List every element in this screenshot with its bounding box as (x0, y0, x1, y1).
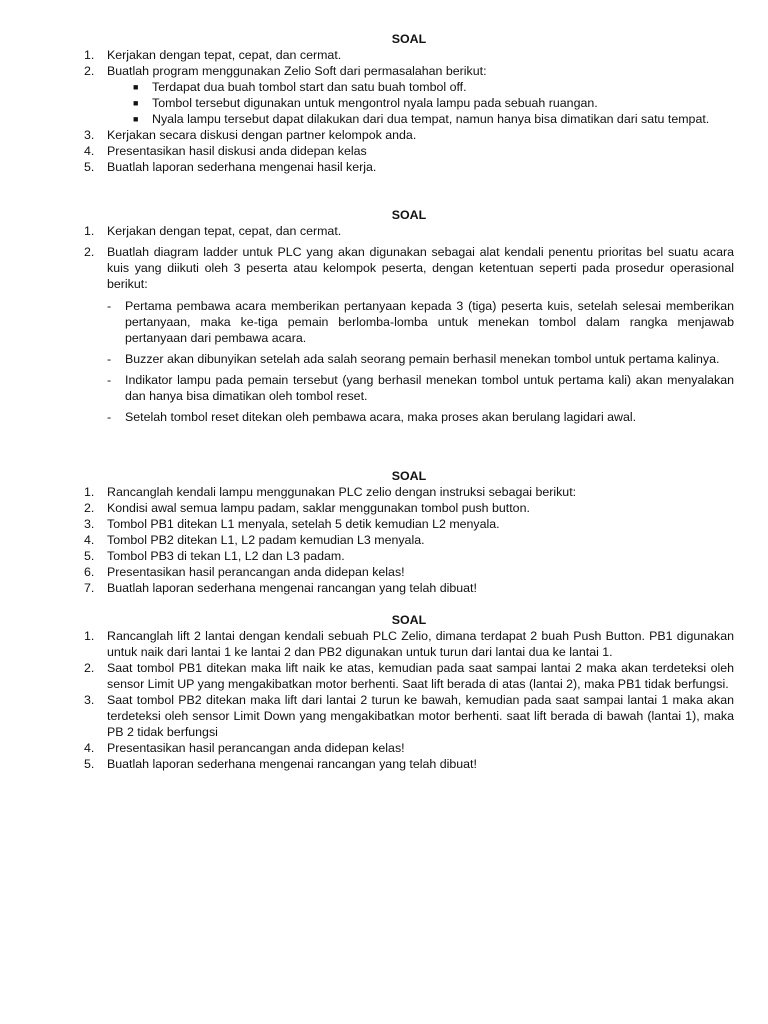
list-item: 6. Presentasikan hasil perancangan anda didepan kelas! (84, 565, 405, 579)
section-title: SOAL (391, 613, 427, 627)
dash-item: - Pertama pembawa acara memberikan pertanyaan kepada 3 (tiga) peserta kuis, setelah selesai memberikan pertanyaan, maka ke-tiga pemain berlomba-lomba untuk menekan tombol dalam rangka menjawab pertanyaan dari pembawa acara. (107, 299, 734, 345)
list-item: 4. Tombol PB2 ditekan L1, L2 padam kemudian L3 menyala. (84, 533, 425, 547)
list-item: 3. Tombol PB1 ditekan L1 menyala, setelah 5 detik kemudian L2 menyala. (84, 517, 500, 531)
list-item: 5. Buatlah laporan sederhana mengenai hasil kerja. (84, 160, 377, 174)
soal-section-2 (84, 207, 734, 425)
soal-section-1 (84, 31, 734, 175)
list-item: 7. Buatlah laporan sederhana mengenai rancangan yang telah dibuat! (84, 581, 477, 595)
section-title: SOAL (391, 32, 427, 46)
list-item: 2. Kondisi awal semua lampu padam, saklar menggunakan tombol push button. (84, 501, 530, 515)
list-item: 4. Presentasikan hasil diskusi anda didepan kelas (84, 144, 367, 158)
dash-item: - Setelah tombol reset ditekan oleh pembawa acara, maka proses akan berulang lagidari awal. (107, 410, 637, 424)
list-item: 2. Buatlah program menggunakan Zelio Soft dari permasalahan berikut: (84, 64, 487, 78)
bullet-item: ■ Terdapat dua buah tombol start dan satu buah tombol off. (133, 80, 467, 94)
list-item: 4. Presentasikan hasil perancangan anda didepan kelas! (84, 741, 405, 755)
list-item: 1. Kerjakan dengan tepat, cepat, dan cermat. (84, 48, 342, 62)
dash-item: - Indikator lampu pada pemain tersebut (yang berhasil menekan tombol untuk pertama kali) akan menyalakan dan hanya bisa dimatikan oleh tombol reset. (107, 373, 734, 403)
section-title: SOAL (391, 469, 427, 483)
list-item: 3. Saat tombol PB2 ditekan maka lift dari lantai 2 turun ke bawah, kemudian pada saat sampai lantai 1 maka akan terdeteksi oleh sensor Limit Down yang mengakibatkan motor berhenti. saat lift berada di bawah (lantai 1), maka PB 2 tidak berfungsi (84, 693, 734, 739)
section-title: SOAL (391, 208, 427, 222)
list-item: 5. Tombol PB3 di tekan L1, L2 dan L3 padam. (84, 549, 345, 563)
list-item: 1. Kerjakan dengan tepat, cepat, dan cermat. (84, 224, 342, 238)
soal-section-4 (84, 612, 734, 772)
square-bullet-icon: ■ (133, 82, 139, 92)
list-item: 1. Rancanglah kendali lampu menggunakan PLC zelio dengan instruksi sebagai berikut: (84, 485, 577, 499)
square-bullet-icon: ■ (133, 98, 139, 108)
list-item: 1. Rancanglah lift 2 lantai dengan kendali sebuah PLC Zelio, dimana terdapat 2 buah Push Button. PB1 digunakan untuk naik dari lantai 1 ke lantai 2 dan PB2 digunakan untuk turun dari lantai dua ke lantai 1. (84, 629, 734, 659)
square-bullet-icon: ■ (133, 114, 139, 124)
list-item: 2. Saat tombol PB1 ditekan maka lift naik ke atas, kemudian pada saat sampai lantai 2 maka akan terdeteksi oleh sensor Limit UP yang mengakibatkan motor berhenti. Saat lift berada di atas (lantai 2), maka PB1 tidak berfungsi. (84, 661, 734, 691)
list-item: 2. Buatlah diagram ladder untuk PLC yang akan digunakan sebagai alat kendali penentu prioritas bel suatu acara kuis yang diikuti oleh 3 peserta atau kelompok peserta, dengan ketentuan seperti pada prosedur operasional berikut: (84, 245, 734, 291)
list-item: 3. Kerjakan secara diskusi dengan partner kelompok anda. (84, 128, 417, 142)
bullet-item: ■ Nyala lampu tersebut dapat dilakukan dari dua tempat, namun hanya bisa dimatikan dari satu tempat. (133, 112, 710, 126)
soal-section-3 (84, 468, 734, 596)
bullet-item: ■ Tombol tersebut digunakan untuk mengontrol nyala lampu pada sebuah ruangan. (133, 96, 598, 110)
list-item: 5. Buatlah laporan sederhana mengenai rancangan yang telah dibuat! (84, 757, 477, 771)
dash-item: - Buzzer akan dibunyikan setelah ada salah seorang pemain berhasil menekan tombol untuk pertama kalinya. (107, 352, 720, 366)
